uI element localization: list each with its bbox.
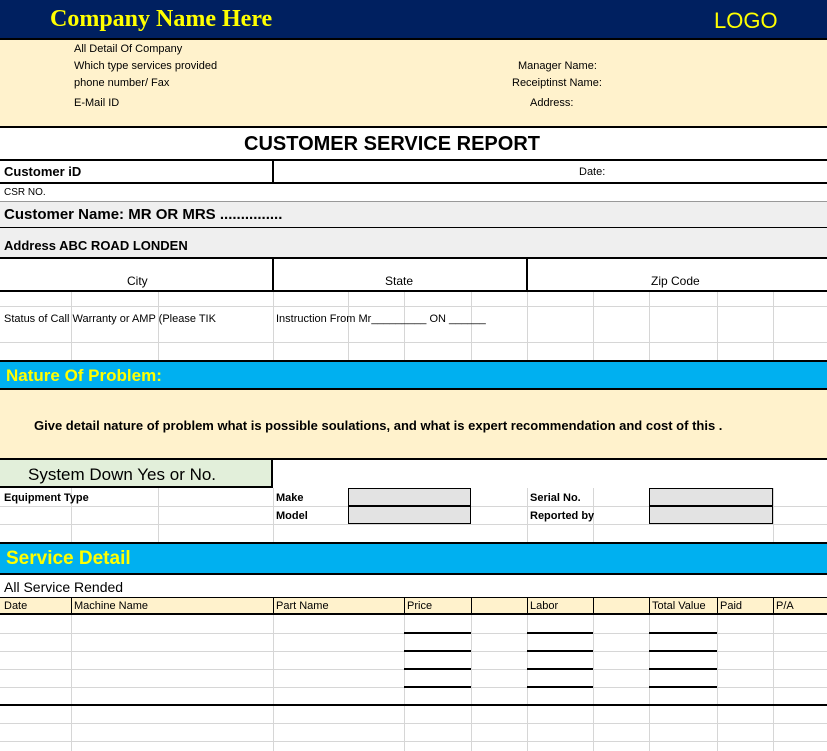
price-entry-line[interactable]	[404, 632, 471, 634]
instruction-label: Instruction From Mr_________ ON ______	[276, 313, 486, 325]
customer-name-label: Customer Name: MR OR MRS ...............	[4, 206, 283, 223]
labor-entry-line[interactable]	[527, 632, 593, 634]
company-info-line: phone number/ Fax	[74, 77, 170, 89]
total-entry-line[interactable]	[649, 668, 717, 670]
service-subtitle: All Service Rended	[4, 579, 124, 595]
column-header-pa: P/A	[776, 600, 794, 612]
city-label: City	[127, 274, 148, 288]
logo: LOGO	[714, 8, 778, 33]
column-header-date: Date	[4, 600, 28, 612]
labor-entry-line[interactable]	[527, 650, 593, 652]
serial-number-field[interactable]	[649, 488, 773, 506]
model-field[interactable]	[348, 506, 471, 524]
date-label: Date:	[579, 166, 606, 178]
company-info-line: Which type services provided	[74, 60, 218, 72]
model-label: Model	[276, 510, 308, 522]
column-header-machine-name: Machine Name	[74, 600, 148, 612]
labor-entry-line[interactable]	[527, 686, 593, 688]
price-entry-line[interactable]	[404, 686, 471, 688]
customer-id-label: Customer iD	[4, 164, 82, 179]
make-field[interactable]	[348, 488, 471, 506]
problem-section-title: Nature Of Problem:	[6, 366, 162, 385]
price-entry-line[interactable]	[404, 668, 471, 670]
call-status-label: Status of Call Warranty or AMP (Please TIK	[4, 313, 216, 325]
manager-name-label: Manager Name:	[518, 60, 597, 72]
company-info-line: E-Mail ID	[74, 97, 120, 109]
total-entry-line[interactable]	[649, 686, 717, 688]
system-down-label: System Down Yes or No.	[28, 465, 217, 484]
total-entry-line[interactable]	[649, 632, 717, 634]
equipment-type-label: Equipment Type	[4, 492, 89, 504]
price-entry-line[interactable]	[404, 650, 471, 652]
company-info-line: All Detail Of Company	[74, 43, 183, 55]
zip-code-label: Zip Code	[651, 274, 700, 288]
customer-address-label: Address ABC ROAD LONDEN	[4, 238, 188, 253]
service-section-title: Service Detail	[6, 548, 131, 569]
address-label: Address:	[530, 97, 574, 109]
serial-number-label: Serial No.	[530, 492, 581, 504]
reported-by-label: Reported by	[530, 510, 595, 522]
receptionist-name-label: Receiptinst Name:	[512, 77, 602, 89]
report-title: CUSTOMER SERVICE REPORT	[244, 133, 540, 155]
labor-entry-line[interactable]	[527, 668, 593, 670]
column-header-part-name: Part Name	[276, 600, 329, 612]
column-header-price: Price	[407, 600, 433, 612]
state-label: State	[385, 274, 414, 288]
column-header-paid: Paid	[720, 600, 743, 612]
total-entry-line[interactable]	[649, 650, 717, 652]
company-name: Company Name Here	[50, 6, 273, 32]
reported-by-field[interactable]	[649, 506, 773, 524]
column-header-labor: Labor	[530, 600, 559, 612]
problem-description: Give detail nature of problem what is possible soulations, and what is expert recommendation and cost of this .	[34, 418, 723, 433]
csr-label: CSR NO.	[4, 187, 46, 198]
column-header-total-value: Total Value	[652, 600, 706, 612]
make-label: Make	[276, 492, 304, 504]
